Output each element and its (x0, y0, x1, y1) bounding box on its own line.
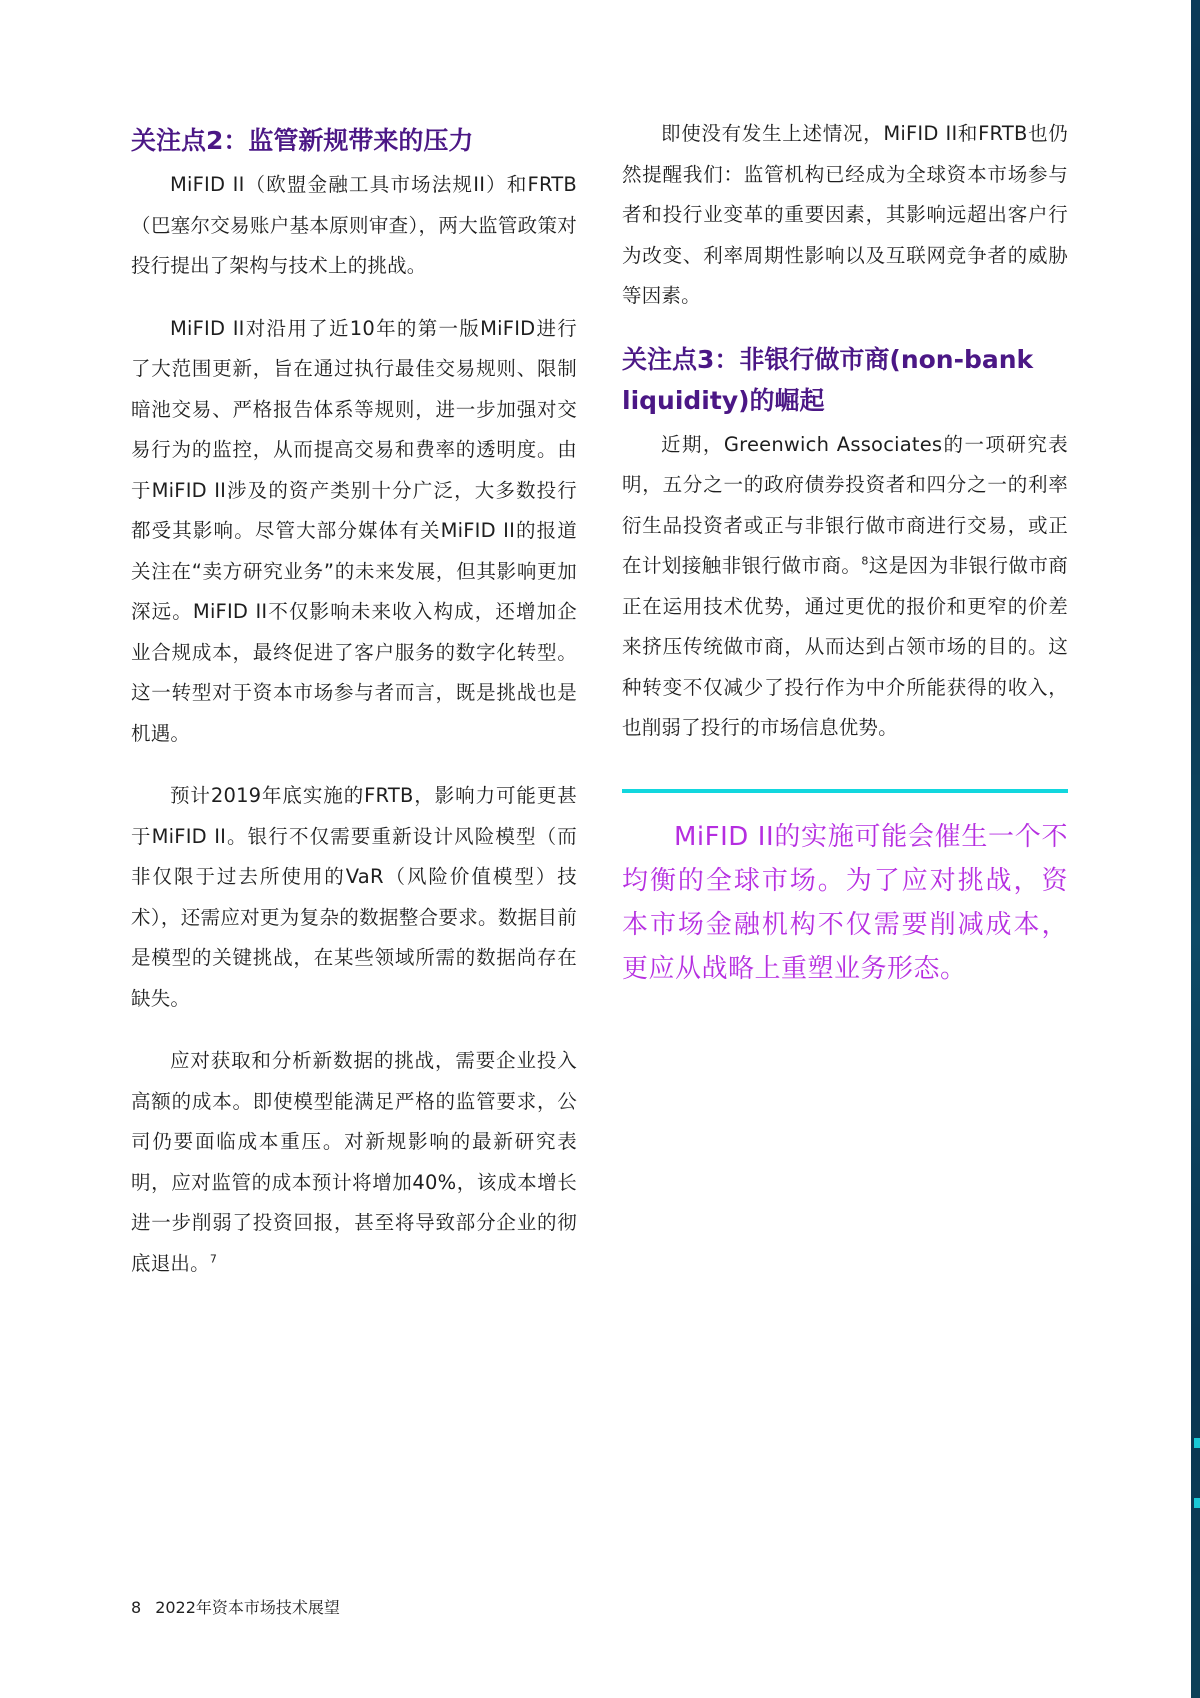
body-paragraph: MiFID II对沿用了近10年的第一版MiFID进行了大范围更新，旨在通过执行最佳交易规则、限制暗池交易、严格报告体系等规则，进一步加强对交易行为的监控，从而提高交易和费率的透明度。由于MiFID II涉及的资产类别十分广泛，大多数投行都受其影响。尽管大部分媒体有关MiFID II的报道关注在“卖方研究业务”的未来发展，但其影响更加深远。MiFID II不仅影响未来收入构成，还增加企业合规成本，最终促进了客户服务的数字化转型。这一转型对于资本市场参与者而言，既是挑战也是机遇。 (131, 316, 577, 745)
body-paragraph: MiFID II（欧盟金融工具市场法规II）和FRTB（巴塞尔交易账户基本原则审查），两大监管政策对投行提出了架构与技术上的挑战。 (131, 173, 577, 277)
body-paragraph (622, 425, 1068, 749)
page-footer (131, 1595, 340, 1618)
edge-marker (1194, 1498, 1200, 1508)
pull-quote: MiFID II的实施可能会催生一个不均衡的全球市场。为了应对挑战，资本市场金融机构不仅需要削减成本，更应从战略上重塑业务形态。 (622, 821, 1068, 984)
document-title: 2022年资本市场技术展望 (155, 1598, 340, 1617)
left-column (131, 120, 577, 1306)
body-paragraph: 即使没有发生上述情况，MiFID II和FRTB也仍然提醒我们：监管机构已经成为全球资本市场参与者和投行业变革的重要因素，其影响远超出客户行为改变、利率周期性影响以及互联网竞争者的威胁等因素。 (622, 122, 1068, 307)
right-column (622, 120, 1068, 991)
page-edge-strip (1191, 0, 1200, 1698)
edge-marker (1194, 1438, 1200, 1448)
paragraph-text: 这是因为非银行做市商正在运用技术优势，通过更优的报价和更窄的价差来挤压传统做市商，从而达到占领市场的目的。这种转变不仅减少了投行作为中介所能获得的收入，也削弱了投行的市场信息优势。 (622, 554, 1068, 739)
callout-divider (622, 789, 1068, 793)
body-paragraph: 预计2019年底实施的FRTB，影响力可能更甚于MiFID II。银行不仅需要重新设计风险模型（而非仅限于过去所使用的VaR（风险价值模型）技术），还需应对更为复杂的数据整合要求。数据目前是模型的关键挑战，在某些领域所需的数据尚存在缺失。 (131, 784, 577, 1010)
footnote-ref-8[interactable]: 8 (861, 554, 869, 568)
section-heading-focus-2: 关注点2：监管新规带来的压力 (131, 126, 474, 155)
body-paragraph (131, 1041, 577, 1284)
paragraph-text: 近期，Greenwich Associates的一项研究表明，五分之一的政府债券投资者和四分之一的利率衍生品投资者或正与非银行做市商进行交易，或正在计划接触非银行做市商。 (622, 432, 1068, 577)
paragraph-text: 应对获取和分析新数据的挑战，需要企业投入高额的成本。即使模型能满足严格的监管要求，公司仍要面临成本重压。对新规影响的最新研究表明，应对监管的成本预计将增加40%，该成本增长进一步削弱了投资回报，甚至将导致部分企业的彻底退出。 (131, 1049, 577, 1275)
footnote-ref-7[interactable]: 7 (209, 1252, 218, 1265)
section-heading-focus-3: 关注点3：非银行做市商(non-bank liquidity)的崛起 (622, 344, 1034, 415)
page-number: 8 (131, 1598, 142, 1617)
